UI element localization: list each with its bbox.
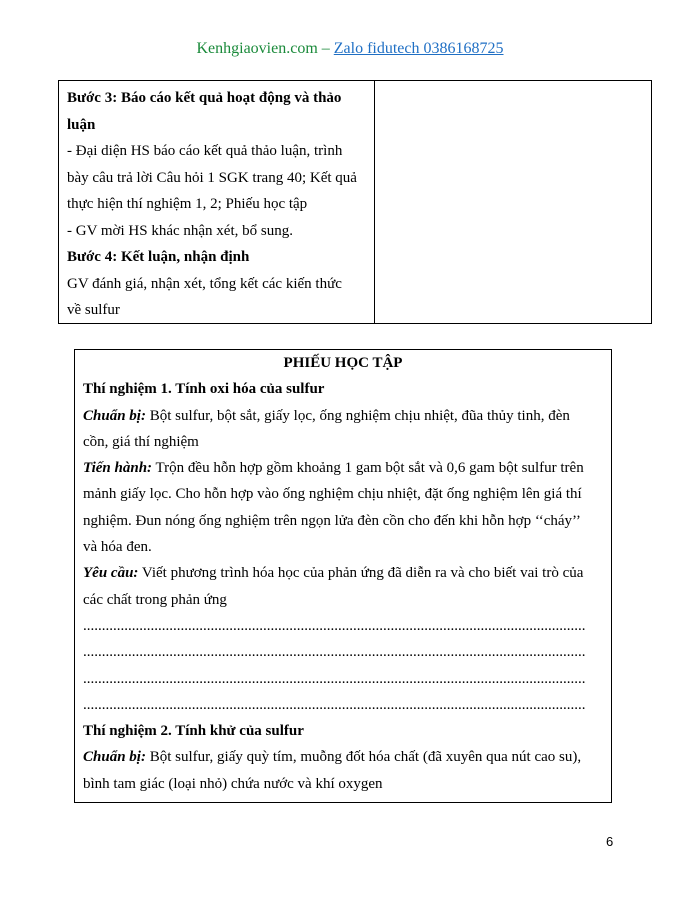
answer-line[interactable]: ...................................................................................................................................... [83, 644, 586, 661]
step3-line: - Đại diện HS báo cáo kết quả thảo luận, trình [67, 143, 343, 159]
answer-line[interactable]: ...................................................................................................................................... [83, 696, 586, 713]
exp1-req-label: Yêu cầu: [83, 565, 139, 582]
exp2-heading: Thí nghiệm 2. Tính khử của sulfur [83, 723, 304, 740]
exp1-prep-label: Chuẩn bị: [83, 407, 146, 424]
exp1-req-text: Viết phương trình hóa học của phản ứng đã diễn ra và cho biết vai trò của [138, 565, 584, 582]
empty-cell [375, 81, 651, 323]
answer-line[interactable]: ...................................................................................................................................... [83, 617, 586, 634]
answer-line[interactable]: ...................................................................................................................................... [83, 670, 586, 687]
site-link[interactable]: Kenhgiaovien.com [196, 40, 318, 57]
step4-line: GV đánh giá, nhận xét, tổng kết các kiến thức [67, 275, 342, 292]
worksheet-box [74, 349, 612, 803]
step3-title-line2: luận [67, 116, 96, 133]
exp1-prep-text: Bột sulfur, bột sắt, giấy lọc, ống nghiệm chịu nhiệt, đũa thủy tinh, đèn [145, 407, 570, 424]
exp1-proc-line2: mảnh giấy lọc. Cho hỗn hợp vào ống nghiệm chịu nhiệt, đặt ống nghiệm lên giá thí [83, 486, 582, 503]
exp1-prep-line2: cồn, giá thí nghiệm [83, 433, 199, 450]
exp1-proc-line4: và hóa đen. [83, 539, 152, 556]
step3-title-line1: Bước 3: Báo cáo kết quả hoạt động và thảo [67, 90, 342, 106]
exp2-prep [83, 744, 603, 770]
exp2-prep-label: Chuẩn bị: [83, 749, 146, 766]
exp1-proc-text: Trộn đều hỗn hợp gồm khoảng 1 gam bột sắt và 0,6 gam bột sulfur trên [152, 460, 584, 477]
step4-title: Bước 4: Kết luận, nhận định [67, 249, 250, 265]
exp2-prep-text: Bột sulfur, giấy quỳ tím, muỗng đốt hóa chất (đã xuyên qua nút cao su), [145, 749, 582, 766]
step3-line: thực hiện thí nghiệm 1, 2; Phiếu học tập [67, 196, 308, 212]
zalo-link[interactable]: Zalo fidutech 0386168725 [333, 40, 504, 57]
step3-line: - GV mời HS khác nhận xét, bổ sung. [67, 222, 293, 239]
worksheet-title: PHIẾU HỌC TẬP [283, 355, 403, 371]
exp2-prep-line2: bình tam giác (loại nhỏ) chứa nước và khí oxygen [83, 775, 383, 792]
exp1-heading: Thí nghiệm 1. Tính oxi hóa của sulfur [83, 381, 325, 398]
activity-table [58, 80, 652, 324]
exp1-req-line2: các chất trong phản ứng [83, 591, 227, 608]
activity-steps-cell [59, 81, 375, 323]
exp1-req [83, 560, 603, 586]
exp1-proc-label: Tiến hành: [83, 460, 153, 477]
page-number: 6 [606, 834, 614, 849]
exp1-proc [83, 455, 603, 481]
header-separator: – [317, 40, 334, 57]
page-header [0, 40, 700, 58]
exp1-prep [83, 403, 603, 429]
exp1-proc-line3: nghiệm. Đun nóng ống nghiệm trên ngọn lửa đèn cồn cho đến khi hỗn hợp ‘‘cháy’’ [83, 512, 581, 529]
step3-line: bày câu trả lời Câu hỏi 1 SGK trang 40; Kết quả [67, 169, 357, 186]
step4-line: về sulfur [67, 302, 120, 318]
